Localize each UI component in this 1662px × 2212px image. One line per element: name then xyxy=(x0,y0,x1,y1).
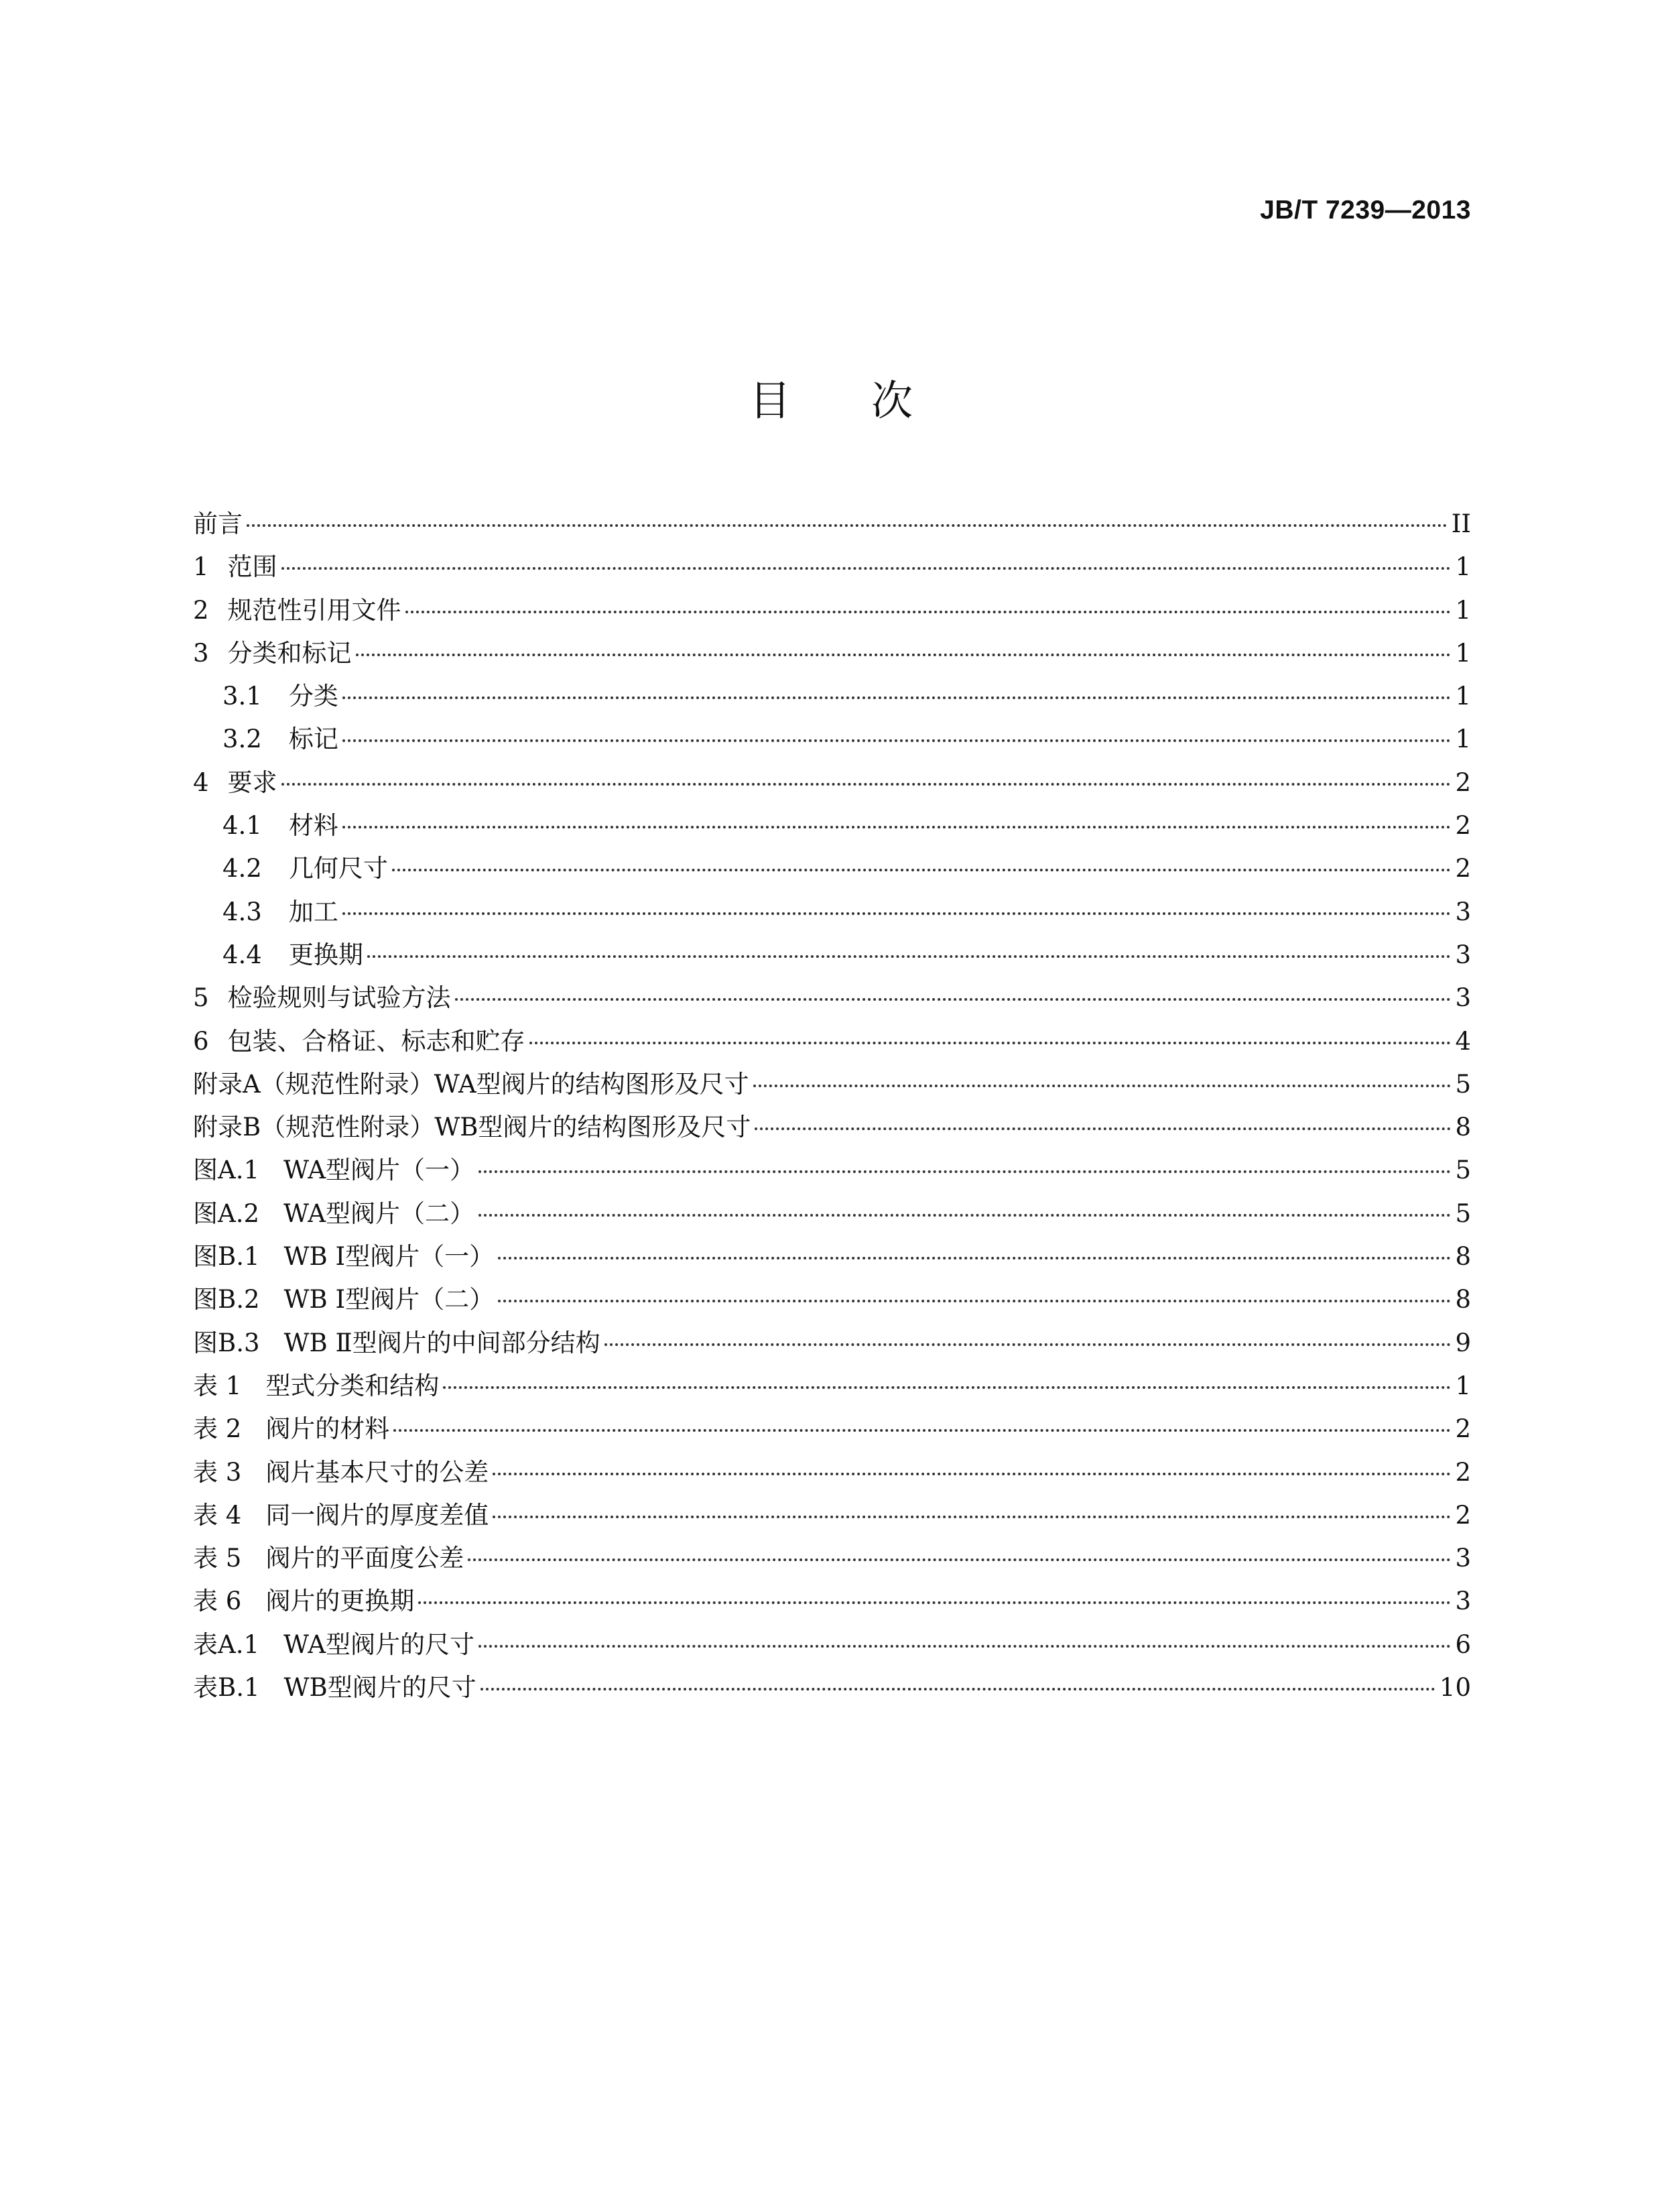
toc-entry-number: 3.2 xyxy=(222,725,262,754)
toc-entry[interactable] xyxy=(193,718,1471,761)
toc-title xyxy=(0,367,1662,427)
toc-entry-label: 规范性引用文件 xyxy=(227,595,401,625)
toc-entry[interactable] xyxy=(193,1106,1471,1149)
dot-leader xyxy=(281,783,1452,786)
toc-entry-number: 3.1 xyxy=(222,682,262,711)
toc-entry[interactable] xyxy=(193,1192,1471,1235)
toc-entry-page-number: 2 xyxy=(1455,1500,1471,1530)
toc-entry[interactable] xyxy=(193,977,1471,1020)
toc-entry-page-number: 3 xyxy=(1455,940,1471,969)
dot-leader xyxy=(418,1601,1451,1604)
toc-entry[interactable] xyxy=(193,1235,1471,1278)
toc-entry[interactable] xyxy=(193,1408,1471,1451)
toc-entry-label: WB Ⅱ型阀片的中间部分结构 xyxy=(283,1328,600,1357)
toc-entry-page-number: 2 xyxy=(1455,1414,1471,1444)
toc-entry-page-number: 1 xyxy=(1455,552,1471,582)
toc-entry-page-number: 2 xyxy=(1455,854,1471,883)
toc-entry-page-number: II xyxy=(1451,509,1471,538)
toc-entry[interactable] xyxy=(193,675,1471,718)
dot-leader xyxy=(478,1214,1452,1217)
toc-entry-label: 同一阀片的厚度差值 xyxy=(265,1500,489,1530)
toc-entry[interactable] xyxy=(193,1322,1471,1365)
toc-entry-page-number: 1 xyxy=(1455,725,1471,754)
toc-entry-number: 5 xyxy=(193,983,209,1013)
toc-entry[interactable] xyxy=(193,804,1471,847)
dot-leader xyxy=(247,524,1448,527)
toc-entry-number: 图B.3 xyxy=(193,1328,260,1357)
dot-leader xyxy=(498,1300,1451,1302)
toc-entry[interactable] xyxy=(193,1494,1471,1537)
dot-leader xyxy=(481,1688,1435,1691)
toc-entry-label: WA型阀片（一） xyxy=(283,1156,474,1185)
toc-entry[interactable] xyxy=(193,589,1471,632)
toc-entry-label: 阀片的平面度公差 xyxy=(265,1544,464,1573)
dot-leader xyxy=(493,1516,1451,1518)
dot-leader xyxy=(281,567,1452,570)
toc-entry-number: 图A.1 xyxy=(193,1156,260,1185)
table-of-contents xyxy=(193,503,1471,1709)
dot-leader xyxy=(405,611,1452,613)
toc-entry-label: WB Ⅰ型阀片（二） xyxy=(283,1285,495,1314)
toc-entry-number: 4.3 xyxy=(222,897,262,926)
dot-leader xyxy=(342,696,1452,699)
toc-entry-page-number: 3 xyxy=(1455,1544,1471,1573)
toc-entry-label: 阀片基本尺寸的公差 xyxy=(265,1457,489,1487)
toc-entry-number: 4 xyxy=(193,767,209,797)
toc-entry-page-number: 2 xyxy=(1455,767,1471,797)
toc-entry[interactable] xyxy=(193,503,1471,546)
toc-entry-label: 检验规则与试验方法 xyxy=(227,983,451,1013)
toc-entry[interactable] xyxy=(193,1365,1471,1408)
toc-entry[interactable] xyxy=(193,632,1471,675)
toc-entry-page-number: 1 xyxy=(1455,638,1471,668)
toc-entry-label: WA型阀片的尺寸 xyxy=(283,1630,474,1659)
dot-leader xyxy=(468,1558,1451,1561)
toc-entry-number: 4.1 xyxy=(222,811,262,841)
toc-entry-page-number: 2 xyxy=(1455,811,1471,841)
toc-entry-number: 表 2 xyxy=(193,1414,242,1444)
toc-entry-number: 4.4 xyxy=(222,940,262,969)
toc-entry[interactable] xyxy=(193,1666,1471,1709)
toc-entry-page-number: 10 xyxy=(1439,1673,1471,1703)
toc-entry[interactable] xyxy=(193,761,1471,804)
toc-entry-label: 阀片的材料 xyxy=(265,1414,390,1444)
toc-entry-page-number: 3 xyxy=(1455,1587,1471,1616)
toc-entry-page-number: 2 xyxy=(1455,1457,1471,1487)
toc-entry-page-number: 1 xyxy=(1455,595,1471,625)
toc-entry-page-number: 1 xyxy=(1455,1371,1471,1400)
toc-entry-page-number: 4 xyxy=(1455,1026,1471,1056)
toc-entry-label: 附录A（规范性附录）WA型阀片的结构图形及尺寸 xyxy=(193,1069,749,1099)
dot-leader xyxy=(604,1343,1452,1346)
toc-entry-page-number: 5 xyxy=(1455,1069,1471,1099)
dot-leader xyxy=(478,1170,1452,1173)
toc-entry[interactable] xyxy=(193,1149,1471,1192)
dot-leader xyxy=(356,654,1452,656)
dot-leader xyxy=(392,869,1452,871)
toc-entry[interactable] xyxy=(193,546,1471,589)
dot-leader xyxy=(393,1429,1451,1432)
toc-entry-label: 加工 xyxy=(288,897,338,926)
toc-entry-number: 表 1 xyxy=(193,1371,242,1400)
toc-entry-page-number: 5 xyxy=(1455,1199,1471,1228)
toc-entry-label: WA型阀片（二） xyxy=(283,1199,474,1228)
toc-entry-number: 4.2 xyxy=(222,854,262,883)
toc-entry[interactable] xyxy=(193,891,1471,934)
toc-entry-number: 3 xyxy=(193,638,209,668)
dot-leader xyxy=(753,1085,1452,1087)
toc-entry-page-number: 9 xyxy=(1455,1328,1471,1357)
toc-entry[interactable] xyxy=(193,1451,1471,1494)
toc-title-char-1: 目 xyxy=(749,376,791,425)
toc-entry[interactable] xyxy=(193,934,1471,977)
toc-entry-page-number: 6 xyxy=(1455,1630,1471,1659)
toc-entry-number: 表 6 xyxy=(193,1587,242,1616)
toc-entry-label: 要求 xyxy=(227,767,277,797)
toc-entry[interactable] xyxy=(193,1063,1471,1106)
toc-entry-label: WB Ⅰ型阀片（一） xyxy=(283,1242,495,1272)
dot-leader xyxy=(529,1042,1452,1044)
toc-entry-label: 分类 xyxy=(288,682,338,711)
toc-entry-label: 附录B（规范性附录）WB型阀片的结构图形及尺寸 xyxy=(193,1113,751,1142)
toc-entry-label: 型式分类和结构 xyxy=(265,1371,440,1400)
toc-entry-number: 图B.2 xyxy=(193,1285,260,1314)
toc-entry-label: 范围 xyxy=(227,552,277,582)
toc-entry-number: 表 3 xyxy=(193,1457,242,1487)
toc-entry-number: 表A.1 xyxy=(193,1630,260,1659)
toc-entry[interactable] xyxy=(193,1020,1471,1063)
toc-entry-page-number: 3 xyxy=(1455,983,1471,1013)
toc-entry-number: 2 xyxy=(193,595,209,625)
toc-entry-number: 图B.1 xyxy=(193,1242,260,1272)
toc-entry-page-number: 8 xyxy=(1455,1242,1471,1272)
toc-entry-number: 1 xyxy=(193,552,209,582)
toc-entry-label: 材料 xyxy=(288,811,338,841)
toc-entry-number: 6 xyxy=(193,1026,209,1056)
dot-leader xyxy=(478,1645,1452,1648)
toc-entry-label: 更换期 xyxy=(288,940,363,969)
standard-code: JB/T 7239—2013 xyxy=(1260,196,1471,225)
toc-entry-number: 表B.1 xyxy=(193,1673,260,1703)
toc-entry-label: 前言 xyxy=(193,509,243,538)
dot-leader xyxy=(443,1386,1451,1389)
dot-leader xyxy=(342,826,1452,828)
dot-leader xyxy=(493,1473,1451,1475)
toc-entry[interactable] xyxy=(193,847,1471,890)
toc-title-char-2: 次 xyxy=(871,376,913,425)
toc-entry[interactable] xyxy=(193,1537,1471,1580)
toc-entry-label: 标记 xyxy=(288,725,338,754)
toc-entry-label: 阀片的更换期 xyxy=(265,1587,415,1616)
toc-entry[interactable] xyxy=(193,1278,1471,1321)
dot-leader xyxy=(755,1127,1451,1130)
toc-entry[interactable] xyxy=(193,1580,1471,1623)
toc-entry-page-number: 1 xyxy=(1455,682,1471,711)
toc-entry-page-number: 3 xyxy=(1455,897,1471,926)
toc-entry-page-number: 8 xyxy=(1455,1113,1471,1142)
dot-leader xyxy=(342,912,1452,915)
toc-entry-page-number: 8 xyxy=(1455,1285,1471,1314)
toc-entry-label: 包装、合格证、标志和贮存 xyxy=(227,1026,525,1056)
dot-leader xyxy=(342,739,1452,742)
toc-entry-label: 几何尺寸 xyxy=(288,854,388,883)
toc-entry-number: 表 4 xyxy=(193,1500,242,1530)
toc-entry-number: 图A.2 xyxy=(193,1199,260,1228)
toc-entry-label: 分类和标记 xyxy=(227,638,352,668)
dot-leader xyxy=(455,998,1452,1001)
dot-leader xyxy=(498,1257,1451,1259)
toc-entry-number: 表 5 xyxy=(193,1544,242,1573)
dot-leader xyxy=(367,955,1452,958)
toc-entry[interactable] xyxy=(193,1623,1471,1666)
toc-entry-label: WB型阀片的尺寸 xyxy=(283,1673,476,1703)
toc-entry-page-number: 5 xyxy=(1455,1156,1471,1185)
